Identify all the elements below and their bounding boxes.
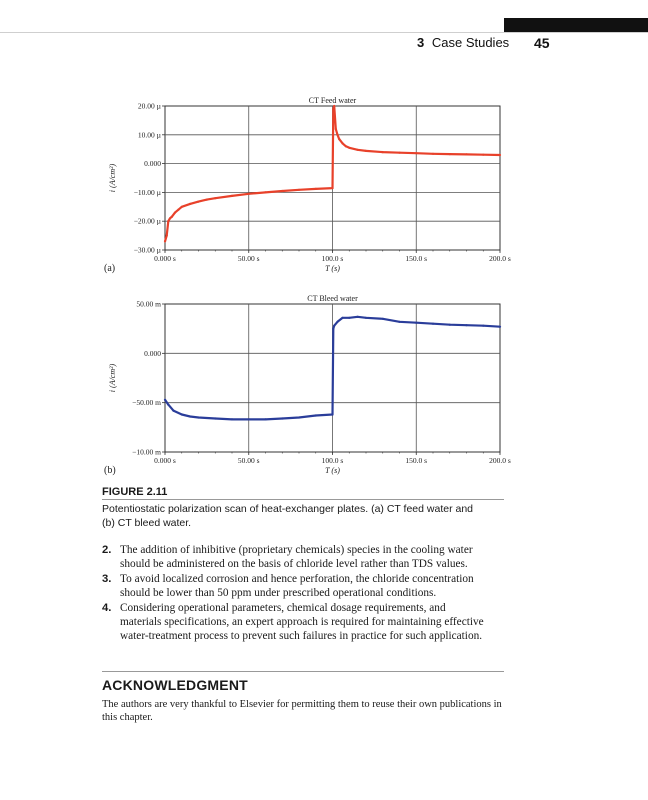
list-line: Considering operational parameters, chemical dosage requirements, and [120,602,446,614]
x-axis-label: T (s) [325,466,340,475]
data-point [172,410,174,412]
data-point [345,145,347,147]
y-tick-label: −20.00 µ [133,216,161,226]
data-point [335,128,337,130]
y-tick-label: −10.00 µ [133,187,161,197]
data-point [449,153,451,155]
data-point [189,203,191,205]
data-point [338,138,340,140]
x-tick-label: 100.0 s [321,254,344,263]
data-point [281,190,283,192]
data-point [331,187,333,189]
data-point [357,149,359,151]
data-point [231,195,233,197]
figure-label: FIGURE 2.11 [102,486,168,498]
data-point [331,413,333,415]
data-point [169,217,171,219]
list-number: 3. [102,573,112,585]
panel-label: (b) [104,465,116,476]
numbered-list [102,543,504,644]
data-point [167,220,169,222]
data-point [164,240,166,242]
data-point [248,418,250,420]
data-point [398,152,400,154]
list-line: should be administered on the basis of chloride level rather than TDS values. [120,558,468,570]
x-tick-label: 200.0 s [489,456,511,465]
data-point [398,321,400,323]
chart-title: CT Bleed water [307,294,358,303]
list-number: 4. [102,602,112,614]
x-tick-label: 100.0 s [321,456,344,465]
data-point [333,105,335,107]
data-point [432,153,434,155]
series-line [165,317,500,420]
x-tick-label: 150.0 s [405,456,428,465]
data-point [231,418,233,420]
y-tick-label: 0.000 [144,348,161,358]
data-point [171,216,173,218]
data-point [336,134,338,136]
chapter-number: 3 [417,35,425,50]
data-point [415,322,417,324]
data-point [348,147,350,149]
figure-caption [102,502,502,530]
data-point [365,150,367,152]
data-point [264,418,266,420]
header-rule [0,32,648,33]
chart-title: CT Feed water [308,96,357,105]
data-point [332,328,334,330]
x-tick-label: 0.000 s [154,254,176,263]
data-point [357,316,359,318]
list-number: 2. [102,544,112,556]
data-point [333,325,335,327]
list-line: materials specifications, an expert approach is required for maintaining effective [120,616,484,628]
data-point [482,154,484,156]
acknowledgment-text [102,698,504,724]
data-point [382,151,384,153]
chart-feed-water [100,92,520,292]
page-number: 45 [534,35,550,51]
x-tick-label: 50.00 s [237,254,260,263]
data-point [164,399,166,401]
x-tick-label: 0.000 s [154,456,176,465]
data-point [499,154,501,156]
data-point [167,404,169,406]
acknowledgment-line: The authors are very thankful to Elsevier for permitting them to reuse their own publications in [102,699,502,710]
data-point [342,142,344,144]
data-point [181,413,183,415]
data-point [166,235,168,237]
list-item [102,601,504,643]
acknowledgment-heading: ACKNOWLEDGMENT [102,677,248,693]
section-rule [102,671,504,672]
list-item [102,572,504,600]
data-point [342,317,344,319]
y-tick-label: −30.00 µ [133,245,161,255]
data-point [174,212,176,214]
data-point [415,152,417,154]
data-point [315,188,317,190]
x-tick-label: 150.0 s [405,254,428,263]
list-line: The addition of inhibitive (proprietary chemicals) species in the cooling water [120,544,473,556]
data-point [214,417,216,419]
x-tick-label: 50.00 s [237,456,260,465]
data-point [449,324,451,326]
list-item [102,543,504,571]
x-axis-label: T (s) [325,264,340,273]
data-point [465,153,467,155]
data-point [197,416,199,418]
data-point [281,417,283,419]
data-point [189,415,191,417]
y-axis-label: i (A/cm²) [108,163,117,193]
data-point [332,108,334,110]
data-point [248,193,250,195]
y-tick-label: 0.000 [144,159,161,169]
data-point [214,197,216,199]
data-point [382,318,384,320]
list-line: water-treatment process to prevent such failures in practice for such application. [120,630,483,642]
data-point [206,199,208,201]
running-head [417,35,509,50]
header-bar [504,18,648,32]
caption-line: Potentiostatic polarization scan of heat-exchanger plates. (a) CT feed water and [102,503,474,515]
y-tick-label: −10.00 m [132,447,161,457]
y-tick-label: −50.00 m [132,398,161,408]
caption-line: (b) CT bleed water. [102,517,192,529]
data-point [177,209,179,211]
chart-bleed-water [100,290,520,488]
chapter-title: Case Studies [431,35,510,50]
y-tick-label: 20.00 µ [137,101,161,111]
acknowledgment-line: this chapter. [102,712,153,723]
data-point [298,416,300,418]
y-axis-label: i (A/cm²) [108,363,117,393]
data-point [336,321,338,323]
panel-label: (a) [104,263,116,274]
data-point [348,317,350,319]
data-point [365,317,367,319]
data-point [465,324,467,326]
data-point [482,325,484,327]
y-tick-label: 50.00 m [136,299,161,309]
data-point [264,191,266,193]
list-line: should be lower than 50 ppm under prescribed operational conditions. [120,587,437,599]
x-tick-label: 200.0 s [489,254,511,263]
data-point [298,189,300,191]
list-line: To avoid localized corrosion and hence perforation, the chloride concentration [120,573,474,585]
data-point [197,201,199,203]
y-tick-label: 10.00 µ [137,130,161,140]
data-point [499,326,501,328]
data-point [432,323,434,325]
data-point [181,206,183,208]
data-point [315,414,317,416]
caption-rule [102,499,504,500]
